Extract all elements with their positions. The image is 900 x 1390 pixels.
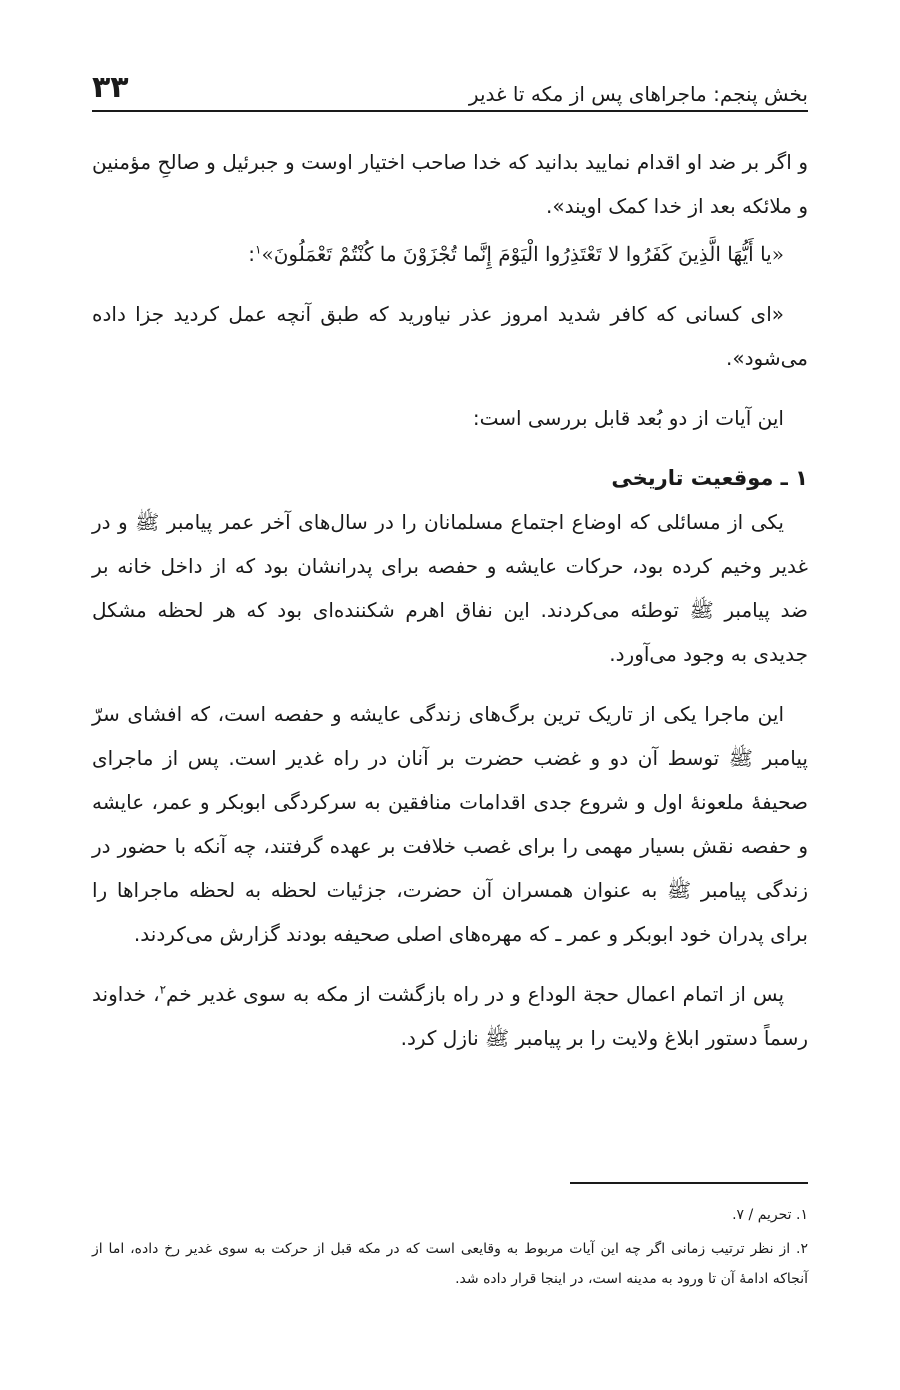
footnote-2: ۲. از نظر ترتیب زمانی اگر چه این آیات مربوط به وقایعی است که در مکه قبل از حرکت به سوی غدیر رخ داده، اما از آنجاکه ادامهٔ آن تا ورود به مدینه است، در اینجا قرار داده شد.: [92, 1241, 808, 1287]
paragraph-1: و اگر بر ضد او اقدام نمایید بدانید که خدا صاحب اختیار اوست و جبرئیل و صالحِ مؤمنین و ملائکه بعد از خدا کمک اویند».: [92, 150, 808, 218]
body-text: [92, 140, 808, 1076]
running-header: [92, 70, 808, 112]
quran-verse: «یا أَیُّهَا الَّذِینَ کَفَرُوا لا تَعْتَذِرُوا الْیَوْمَ إِنَّما تُجْزَوْنَ ما کُنْتُمْ تَعْمَلُونَ»: [261, 242, 784, 266]
paragraph-historical-2: این ماجرا یکی از تاریک ترین برگ‌های زندگی عایشه و حفصه است، که افشای سرّ پیامبر ﷺ توسط آن دو و غضب حضرت بر آنان در راه غدیر است. پس از ماجرای صحیفهٔ ملعونهٔ اول و شروع جدی اقدامات منافقین به سرکردگی ابوبکر و عمر، عایشه و حفصه نقش بسیار مهمی را برای غصب خلافت بر عهده گرفتند، چه آنکه با حضور در زندگی پیامبر ﷺ به عنوان همسران آن حضرت، جزئیات لحظه به لحظه ماجراها را برای پدران خود ابوبکر و عمر ـ که مهره‌های اصلی صحیفه بودند گزارش می‌کردند.: [92, 702, 808, 946]
running-title: بخش پنجم: ماجراهای پس از مکه تا غدیر: [468, 82, 808, 106]
paragraph-historical-1: یکی از مسائلی که اوضاع اجتماع مسلمانان را در سال‌های آخر عمر پیامبر ﷺ و در غدیر وخیم کرده بود، حرکات عایشه و حفصه برای پدرانشان بود که از داخل خانه بر ضد پیامبر ﷺ توطئه می‌کردند. این نفاق اهرم شکننده‌ای بود که هر لحظه مشکل جدیدی به وجود می‌آورد.: [92, 510, 808, 666]
page-number: ۳۳: [92, 70, 129, 105]
quote-colon: :: [248, 242, 256, 266]
verse-translation: «ای کسانی که کافر شدید امروز عذر نیاورید که طبق آنچه عمل کردید جزا داده می‌شود».: [92, 302, 808, 370]
paragraph-historical-3: [92, 972, 808, 1060]
footnotes: [92, 1200, 808, 1298]
book-page: [92, 0, 808, 1390]
footnote-ref-1: ۱: [255, 242, 262, 257]
paragraph-3-end: ، خداوند رسماً دستور ابلاغ ولایت را بر پیامبر ﷺ نازل کرد.: [92, 982, 808, 1050]
footnote-divider: [570, 1182, 808, 1184]
footnote-ref-2: ۲: [159, 982, 167, 997]
quran-quote: [92, 232, 808, 276]
paragraph-dimensions: این آیات از دو بُعد قابل بررسی است:: [472, 406, 784, 430]
section-heading: ۱ ـ موقعیت تاریخی: [611, 466, 808, 490]
paragraph-3-start: پس از اتمام اعمال حجة الوداع و در راه بازگشت از مکه به سوی غدیر خم: [166, 982, 785, 1006]
footnote-1: ۱. تحریم / ۷.: [732, 1207, 808, 1223]
